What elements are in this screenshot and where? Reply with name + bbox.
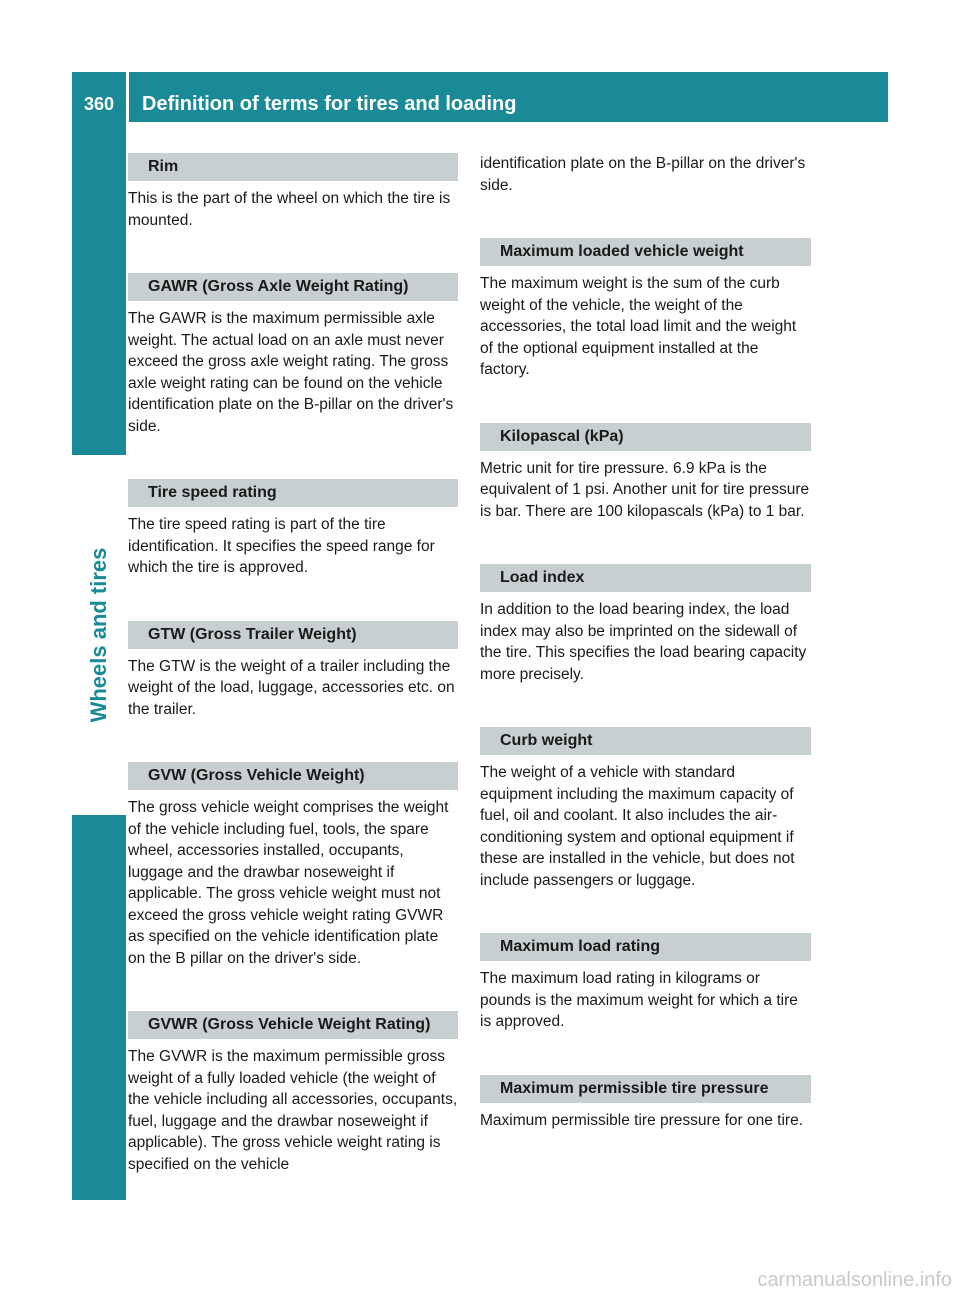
term-gvw: [128, 762, 458, 969]
term-heading: Kilopascal (kPa): [480, 423, 811, 451]
right-column: [480, 153, 811, 1173]
term-load-index: [480, 564, 811, 685]
term-heading: GVW (Gross Vehicle Weight): [128, 762, 458, 790]
term-body: The GAWR is the maximum permissible axle weight. The actual load on an axle must never exceed the gross axle weight rating. The gross axle weight rating can be found on the vehicle identification plate on the B-pillar on the driver's side.: [128, 310, 454, 435]
term-gtw: [128, 621, 458, 721]
term-maximum-load-rating: [480, 933, 811, 1033]
footer-watermark: carmanualsonline.info: [757, 1269, 952, 1291]
term-heading: Curb weight: [480, 727, 811, 755]
term-maximum-loaded-vehicle-weight: [480, 238, 811, 381]
left-column: [128, 153, 458, 1217]
term-tire-speed-rating: [128, 479, 458, 579]
term-body: The weight of a vehicle with standard equipment including the maximum capacity of fuel, oil and coolant. It also includes the air-conditioning system and optional equipment if these are installed in the vehicle, but does not include passengers or luggage.: [480, 764, 795, 889]
term-body: The maximum weight is the sum of the curb weight of the vehicle, the weight of the accessories, the total load limit and the weight of the optional equipment installed at the factory.: [480, 275, 797, 378]
term-rim: [128, 153, 458, 231]
term-body: The GVWR is the maximum permissible gross weight of a fully loaded vehicle (the weight of the vehicle including all accessories, occupants, fuel, luggage and the drawbar noseweight if applicable). The gross vehicle weight rating is specified on the vehicle: [128, 1048, 458, 1173]
side-square: [72, 1148, 126, 1200]
term-heading: GTW (Gross Trailer Weight): [128, 621, 458, 649]
term-body: The gross vehicle weight comprises the weight of the vehicle including fuel, tools, the spare wheel, accessories installed, occupants, luggage and the drawbar noseweight if applicable. The gross vehicle weight must not exceed the gross vehicle weight rating GVWR as specified on the vehicle identification plate on the B pillar on the driver's side.: [128, 799, 449, 967]
term-heading: Maximum permissible tire pressure: [480, 1075, 811, 1103]
term-kilopascal: [480, 423, 811, 523]
term-curb-weight: [480, 727, 811, 891]
header-divider: [126, 72, 129, 122]
term-heading: Tire speed rating: [128, 479, 458, 507]
term-maximum-permissible-tire-pressure: [480, 1075, 811, 1132]
side-tab-label: Wheels and tires: [86, 547, 111, 723]
term-heading: GVWR (Gross Vehicle Weight Rating): [128, 1011, 458, 1039]
term-gvwr: [128, 1011, 458, 1175]
term-heading: Load index: [480, 564, 811, 592]
page-number: 360: [83, 94, 115, 114]
term-heading: Rim: [128, 153, 458, 181]
page-title: Definition of terms for tires and loading: [142, 93, 517, 115]
term-body: In addition to the load bearing index, the load index may also be imprinted on the sidewall of the tire. This specifies the load bearing capacity more precisely.: [480, 601, 807, 683]
term-continuation: [480, 153, 811, 196]
term-body: The maximum load rating in kilograms or pounds is the maximum weight for which a tire is approved.: [480, 970, 798, 1030]
term-body: The tire speed rating is part of the tire identification. It specifies the speed range for which the tire is approved.: [128, 516, 435, 576]
term-heading: GAWR (Gross Axle Weight Rating): [128, 273, 458, 301]
continuation-text: identification plate on the B-pillar on the driver's side.: [480, 155, 806, 194]
term-body: Metric unit for tire pressure. 6.9 kPa is the equivalent of 1 psi. Another unit for tire pressure is bar. There are 100 kilopascals (kPa) to 1 bar.: [480, 459, 810, 520]
term-heading: Maximum loaded vehicle weight: [480, 238, 811, 266]
term-heading: Maximum load rating: [480, 933, 811, 961]
term-body: This is the part of the wheel on which the tire is mounted.: [128, 190, 451, 229]
term-gawr: [128, 273, 458, 437]
term-body: Maximum permissible tire pressure for one tire.: [480, 1111, 804, 1129]
term-body: The GTW is the weight of a trailer including the weight of the load, luggage, accessories etc. on the trailer.: [128, 657, 455, 718]
